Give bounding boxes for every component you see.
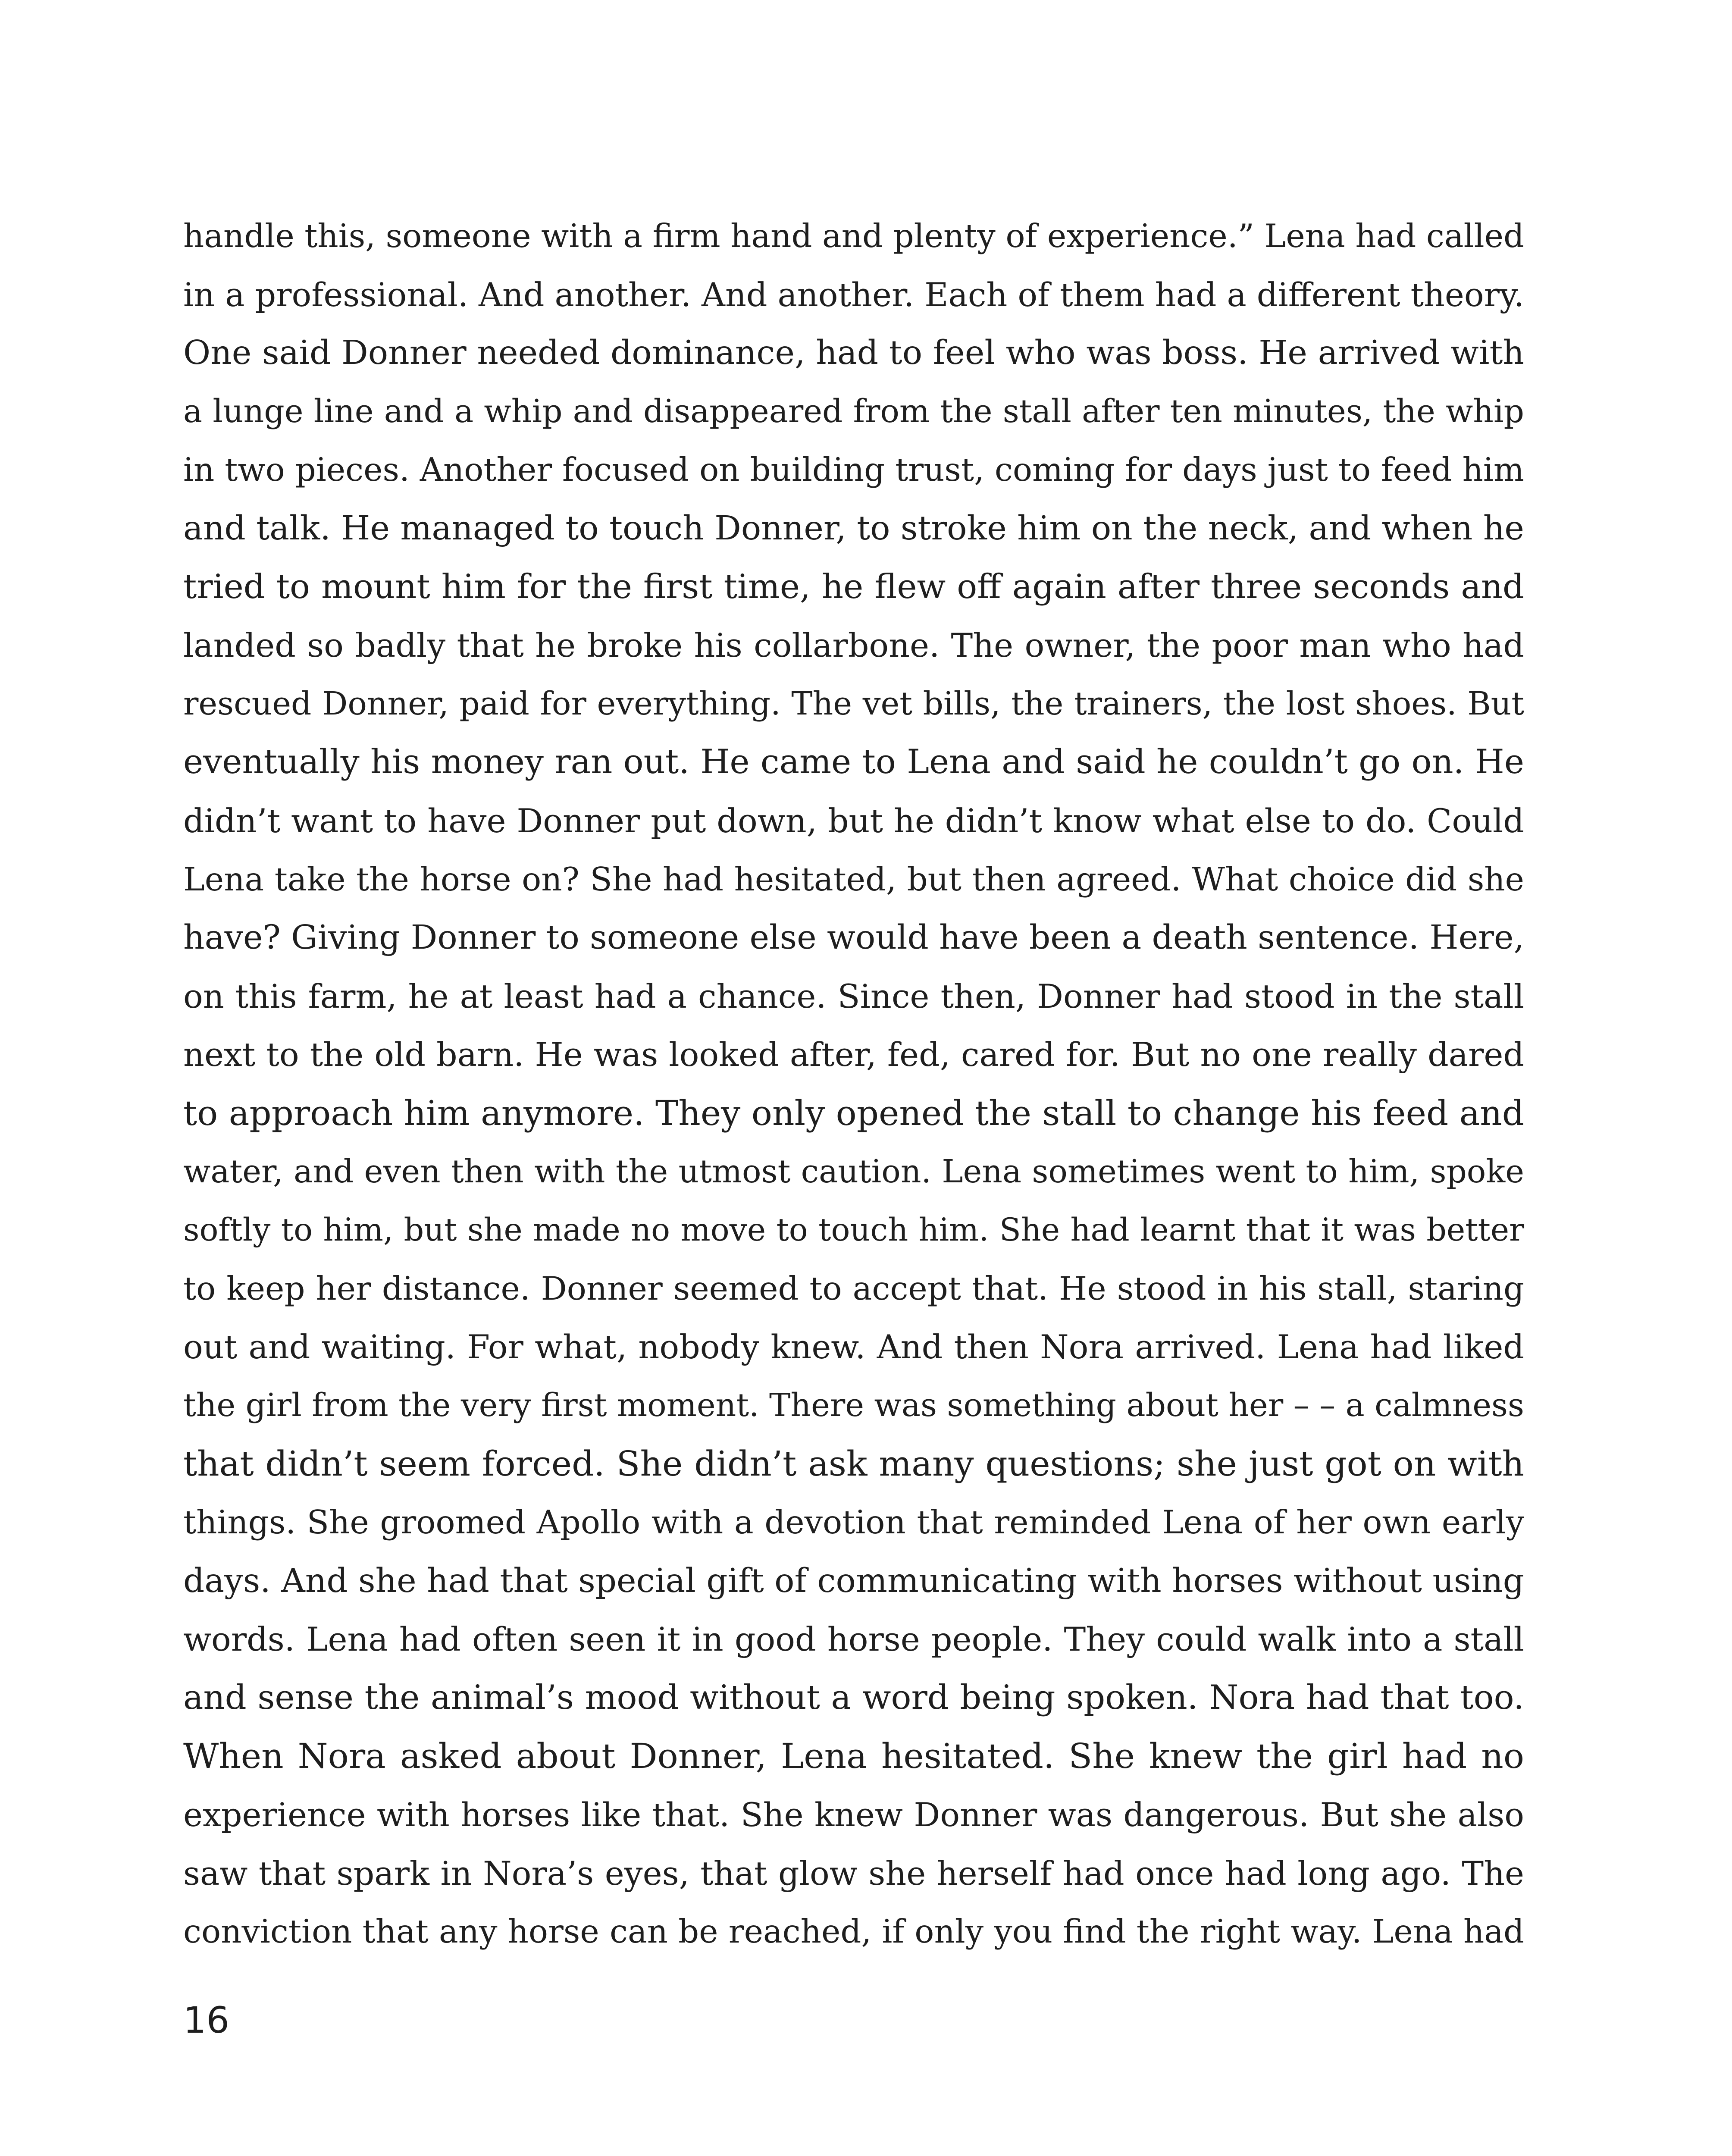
text-line: in a professional. And another. And another. Each of them had a different theory. <box>183 275 1524 314</box>
text-line: that didn’t seem forced. She didn’t ask many questions; she just got on with <box>183 1444 1524 1484</box>
text-line: One said Donner needed dominance, had to feel who was boss. He arrived with <box>183 334 1524 373</box>
text-line: handle this, someone with a firm hand and plenty of experience.” Lena had called <box>183 217 1524 255</box>
text-line: Lena take the horse on? She had hesitated, but then agreed. What choice did she <box>183 860 1524 898</box>
text-line: rescued Donner, paid for everything. The vet bills, the trainers, the lost shoes. But <box>183 685 1524 722</box>
text-line: experience with horses like that. She knew Donner was dangerous. But she also <box>183 1796 1524 1834</box>
text-line: have? Giving Donner to someone else would have been a death sentence. Here, <box>183 918 1524 957</box>
text-line: in two pieces. Another focused on building trust, coming for days just to feed him <box>183 451 1524 489</box>
page-number: 16 <box>183 1999 229 2041</box>
text-line: to approach him anymore. They only opened the stall to change his feed and <box>183 1093 1524 1133</box>
text-line: landed so badly that he broke his collarbone. The owner, the poor man who had <box>183 626 1524 665</box>
text-line: saw that spark in Nora’s eyes, that glow she herself had once had long ago. The <box>183 1854 1524 1893</box>
text-line: and talk. He managed to touch Donner, to stroke him on the neck, and when he <box>183 509 1524 548</box>
text-line: didn’t want to have Donner put down, but he didn’t know what else to do. Could <box>183 801 1524 840</box>
text-line: eventually his money ran out. He came to Lena and said he couldn’t go on. He <box>183 743 1524 782</box>
text-line: words. Lena had often seen it in good horse people. They could walk into a stall <box>183 1620 1524 1659</box>
text-line: and sense the animal’s mood without a word being spoken. Nora had that too. <box>183 1678 1524 1717</box>
text-line: When Nora asked about Donner, Lena hesitated. She knew the girl had no <box>183 1736 1524 1777</box>
text-line: softly to him, but she made no move to touch him. She had learnt that it was better <box>183 1212 1524 1249</box>
text-line: out and waiting. For what, nobody knew. And then Nora arrived. Lena had liked <box>183 1328 1524 1366</box>
text-line: conviction that any horse can be reached, if only you find the right way. Lena had <box>183 1912 1524 1951</box>
text-line: things. She groomed Apollo with a devotion that reminded Lena of her own early <box>183 1503 1524 1542</box>
text-line: a lunge line and a whip and disappeared from the stall after ten minutes, the whip <box>183 392 1524 430</box>
body-text <box>183 207 1524 1961</box>
text-line: the girl from the very first moment. There was something about her – – a calmness <box>183 1386 1524 1424</box>
text-line: water, and even then with the utmost caution. Lena sometimes went to him, spoke <box>183 1153 1524 1190</box>
text-line: on this farm, he at least had a chance. Since then, Donner had stood in the stall <box>183 977 1524 1015</box>
text-line: next to the old barn. He was looked after, fed, cared for. But no one really dared <box>183 1035 1524 1074</box>
text-line: days. And she had that special gift of communicating with horses without using <box>183 1561 1524 1600</box>
text-line: to keep her distance. Donner seemed to accept that. He stood in his stall, staring <box>183 1269 1524 1307</box>
text-line: tried to mount him for the first time, he flew off again after three seconds and <box>183 567 1524 606</box>
